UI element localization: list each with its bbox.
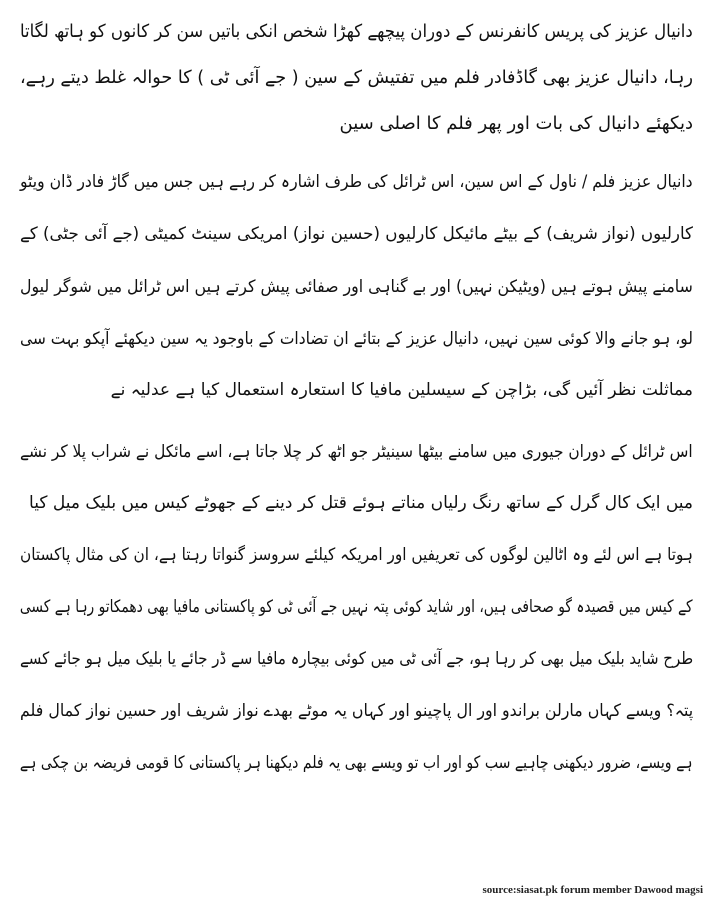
paragraph-3-line-7: ہے ویسے، ضرور دیکھنی چاہیے سب کو اور اب تو ویسے بھی یہ فلم دیکھنا ہر پاکستانی کا قومی فریضہ بن چکی ہے (20, 753, 693, 773)
paragraph-1-line-1: دانیال عزیز کی پریس کانفرنس کے دوران پیچھے کھڑا شخص انکی باتیں سن کر کانوں کو ہاتھ لگاتا (20, 21, 693, 42)
paragraph-3-line-4: کے کیس میں قصیدہ گو صحافی ہیں، اور شاید کوئی پتہ نہیں جے آئی ٹی کو پاکستانی مافیا بھی دھمکاتو رہا ہے کسی (20, 597, 693, 617)
paragraph-2-line-2: کارلیوں (نواز شریف) کے بیٹے مائیکل کارلیوں (حسین نواز) امریکی سینٹ کمیٹی (جے آئی جٹی) کے (20, 224, 693, 244)
paragraph-1-line-3: دیکھئے دانیال کی بات اور پھر فلم کا اصلی سین (339, 113, 693, 134)
paragraph-1-line-2: رہا، دانیال عزیز بھی گاڈفادر فلم میں تفتیش کے سین ( جے آئی ٹی ) کا حوالہ غلط دیتے رہے، (20, 67, 693, 88)
paragraph-3-line-2: میں ایک کال گرل کے ساتھ رنگ رلیاں مناتے ہوئے قتل کر دینے کے جھوٹے کیس میں بلیک میل کیا (29, 493, 693, 513)
source-credit: source:siasat.pk forum member Dawood magsi (482, 884, 703, 896)
paragraph-3-line-1: اس ٹرائل کے دوران جیوری میں سامنے بیٹھا سینیٹر جو اٹھ کر چلا جاتا ہے، اسے مائکل نے شراب پلا کر نشے (20, 442, 693, 462)
paragraph-2-line-1: دانیال عزیز فلم / ناول کے اس سین، اس ٹرائل کی طرف اشارہ کر رہے ہیں جس میں گاڑ فادر ڈان ویٹو (20, 172, 693, 192)
paragraph-3-line-3: ہوتا ہے اس لئے وہ اٹالین لوگوں کی تعریفیں اور امریکہ کیلئے سروسز گنواتا رہتا ہے، ان کی مثال پاکستان (20, 545, 693, 565)
paragraph-3-line-5: طرح شاید بلیک میل بھی کر رہا ہو، جے آئی ٹی میں کوئی بیچارہ مافیا سے ڈر جائے یا بلیک میل ہو جائے کسے (19, 649, 693, 669)
paragraph-2-line-5: مماثلت نظر آئیں گی، بڑاچن کے سیسلین مافیا کا استعارہ استعمال کیا ہے عدلیہ نے (110, 380, 693, 400)
paragraph-2-line-3: سامنے پیش ہوتے ہیں (ویٹیکن نہیں) اور بے گناہی اور صفائی پیش کرتے ہیں اس ٹرائل میں شوگر لیول (20, 277, 693, 297)
paragraph-2-line-4: لو، ہو جانے والا کوئی سین نہیں، دانیال عزیز کے بتائے ان تضادات کے باوجود یہ سین دیکھئے آپکو بہت سی (20, 329, 693, 349)
paragraph-3-line-6: پتہ؟ ویسے کہاں مارلن براندو اور ال پاچینو اور کہاں یہ موٹے بھدے نواز شریف اور حسین نواز کمال فلم (19, 701, 693, 721)
